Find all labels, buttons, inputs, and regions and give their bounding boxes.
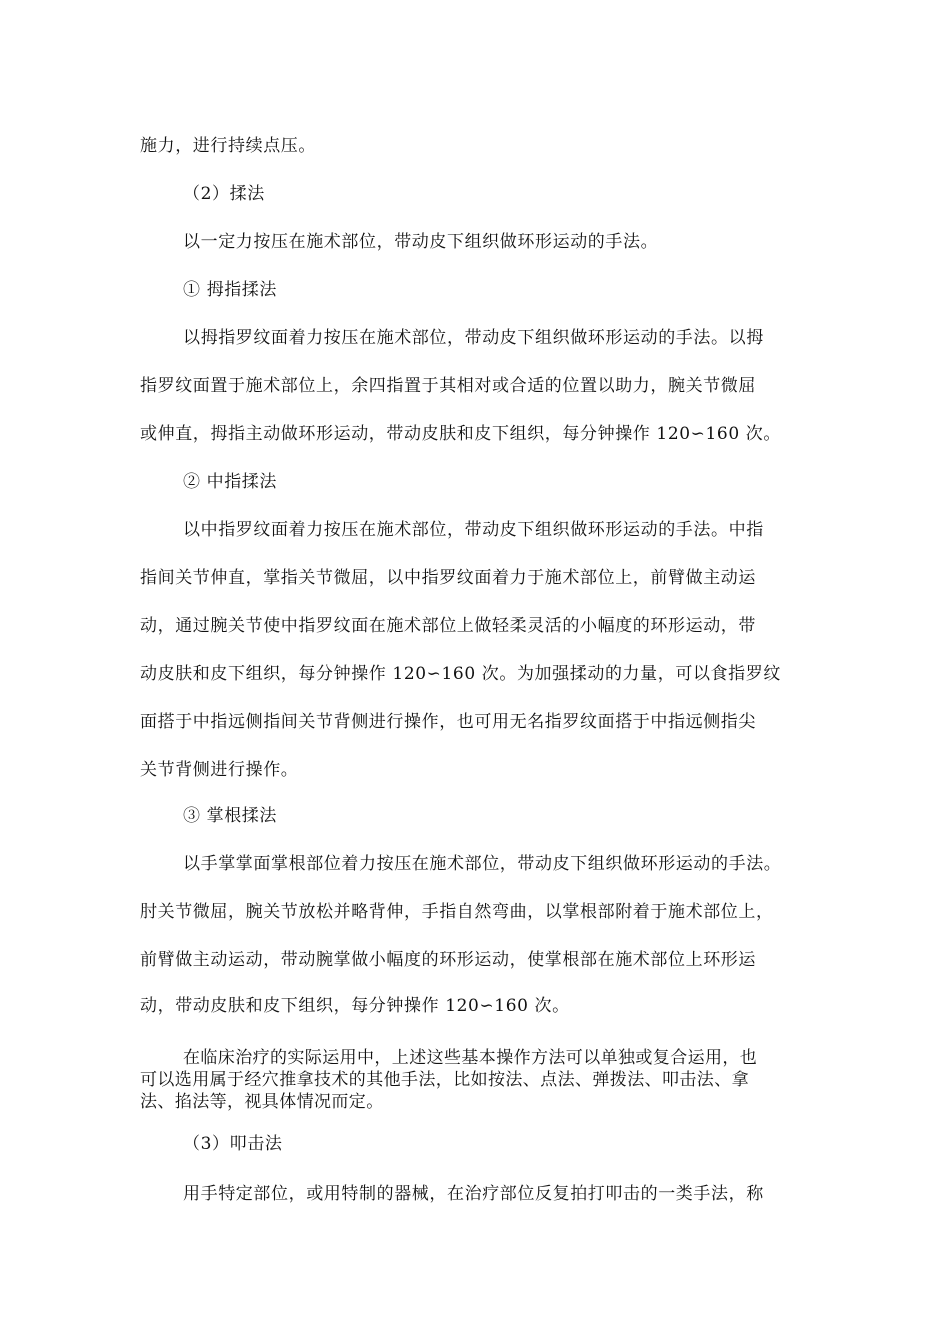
- paragraph-line: 可以选用属于经穴推拿技术的其他手法，比如按法、点法、弹拨法、叩击法、拿: [140, 1070, 749, 1090]
- paragraph-line: 施力，进行持续点压。: [140, 136, 316, 156]
- section-heading-rou: （2）揉法: [183, 184, 265, 204]
- paragraph-line: 以手掌掌面掌根部位着力按压在施术部位，带动皮下组织做环形运动的手法。: [183, 854, 782, 874]
- paragraph-line: 以中指罗纹面着力按压在施术部位，带动皮下组织做环形运动的手法。中指: [183, 520, 764, 540]
- paragraph-line: 用手特定部位，或用特制的器械，在治疗部位反复拍打叩击的一类手法，称: [183, 1184, 764, 1204]
- paragraph-line: 肘关节微屈，腕关节放松并略背伸，手指自然弯曲，以掌根部附着于施术部位上，: [140, 902, 774, 922]
- paragraph-line: 指间关节伸直，掌指关节微屈，以中指罗纹面着力于施术部位上，前臂做主动运: [140, 568, 756, 588]
- subheading-palm-root-kneading: ③ 掌根揉法: [183, 806, 278, 826]
- subheading-thumb-kneading: ① 拇指揉法: [183, 280, 278, 300]
- paragraph-line: 面搭于中指远侧指间关节背侧进行操作，也可用无名指罗纹面搭于中指远侧指尖: [140, 712, 756, 732]
- paragraph-line: 指罗纹面置于施术部位上，余四指置于其相对或合适的位置以助力，腕关节微屈: [140, 376, 756, 396]
- subheading-middle-finger-kneading: ② 中指揉法: [183, 472, 278, 492]
- paragraph-line: 动，带动皮肤和皮下组织，每分钟操作 120∽160 次。: [140, 996, 570, 1016]
- paragraph-line: 动皮肤和皮下组织，每分钟操作 120∽160 次。为加强揉动的力量，可以食指罗纹: [140, 664, 781, 684]
- section-heading-percussion: （3）叩击法: [183, 1134, 283, 1154]
- paragraph-line: 以拇指罗纹面着力按压在施术部位，带动皮下组织做环形运动的手法。以拇: [183, 328, 764, 348]
- paragraph-line: 或伸直，拇指主动做环形运动，带动皮肤和皮下组织，每分钟操作 120∽160 次。: [140, 424, 781, 444]
- paragraph-line: 法、掐法等，视具体情况而定。: [140, 1092, 384, 1112]
- paragraph-line: 动，通过腕关节使中指罗纹面在施术部位上做轻柔灵活的小幅度的环形运动，带: [140, 616, 756, 636]
- paragraph-line: 以一定力按压在施术部位，带动皮下组织做环形运动的手法。: [183, 232, 659, 252]
- clinical-paragraph: [140, 1047, 830, 1113]
- paragraph-line: 关节背侧进行操作。: [140, 760, 299, 780]
- paragraph-line: 前臂做主动运动，带动腕掌做小幅度的环形运动，使掌根部在施术部位上环形运: [140, 950, 756, 970]
- paragraph-line: 在临床治疗的实际运用中，上述这些基本操作方法可以单独或复合运用，也: [183, 1048, 758, 1068]
